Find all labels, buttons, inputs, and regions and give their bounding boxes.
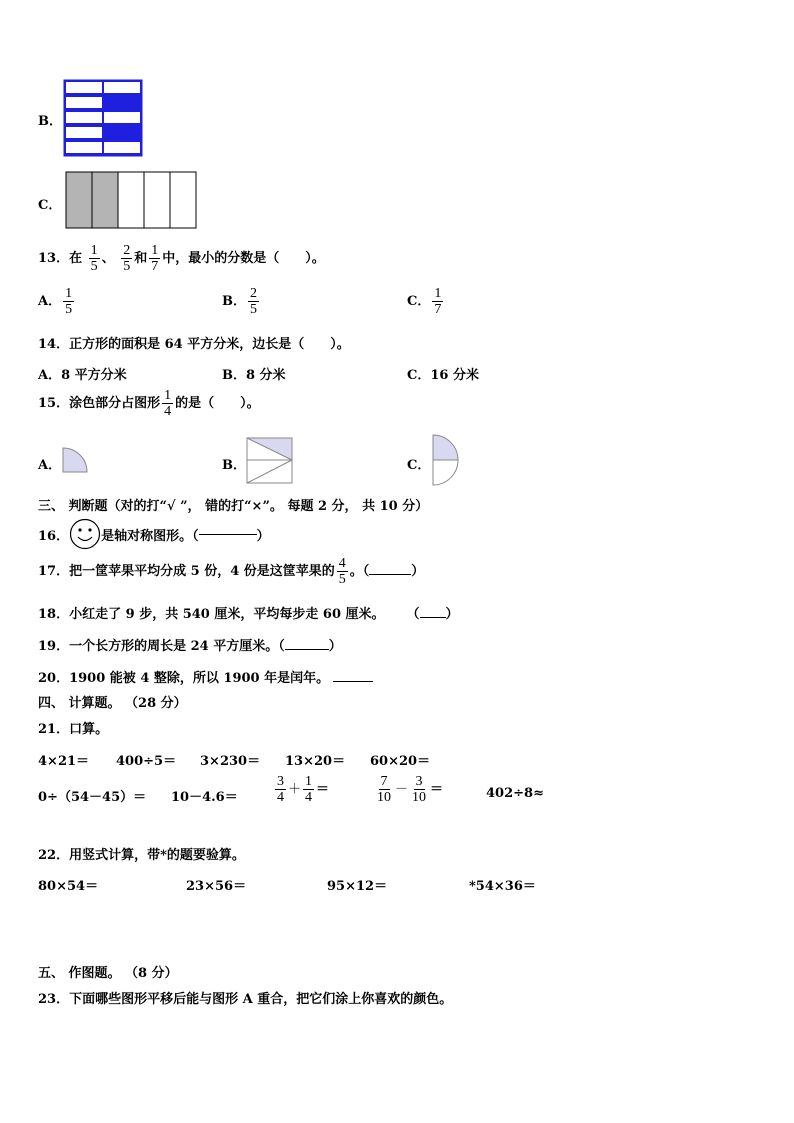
- fraction: $\frac{4}{5}$: [338, 556, 346, 587]
- answer-blank[interactable]: [369, 574, 411, 575]
- grid-figure-b: [62, 78, 144, 158]
- q13-option-b[interactable]: B． $\frac{2}{5}$: [222, 286, 257, 317]
- quarter-circle-figure: [62, 447, 90, 473]
- q14-option-a[interactable]: A．8 平方分米: [38, 368, 127, 383]
- answer-blank[interactable]: [199, 534, 257, 535]
- question-22-title: 22．用竖式计算，带*的题要验算。: [38, 848, 245, 863]
- smiley-face-icon: [69, 518, 101, 550]
- question-13: 13．在 $\frac{1}{5}$ 、 $\frac{2}{5}$ 和 $\frac{1}{7}$ 中，最小的分数是（ ）。: [38, 243, 325, 274]
- mental-calc-item: 400÷5＝: [116, 754, 177, 769]
- q13-option-a[interactable]: A． $\frac{1}{5}$: [38, 286, 73, 317]
- vertical-calc-item: 80×54＝: [38, 879, 99, 894]
- q15-option-a-label[interactable]: A．: [38, 458, 62, 473]
- vertical-calc-item: 95×12＝: [327, 879, 388, 894]
- answer-blank[interactable]: [285, 649, 329, 650]
- question-21-title: 21．口算。: [38, 722, 109, 737]
- vertical-calc-item: 23×56＝: [186, 879, 247, 894]
- option-b-label: B．: [38, 114, 62, 129]
- q14-option-b[interactable]: B．8 分米: [222, 368, 286, 383]
- strip-figure-c: [65, 171, 198, 229]
- answer-blank[interactable]: [333, 681, 373, 682]
- square-figure: [246, 437, 294, 485]
- question-14: 14．正方形的面积是 64 平方分米，边长是（ ）。: [38, 337, 350, 352]
- fraction: $\frac{1}{5}$: [90, 243, 98, 274]
- fraction: $\frac{1}{4}$: [164, 388, 172, 419]
- question-19: 19．一个长方形的周长是 24 平方厘米。（ ）: [38, 639, 342, 654]
- question-17: 17．把一筐苹果平均分成 5 份，4 份是这筐苹果的 $\frac{4}{5}$ 。（ ）: [38, 556, 425, 587]
- fraction: $\frac{2}{5}$: [123, 243, 131, 274]
- question-23: 23．下面哪些图形平移后能与图形 A 重合，把它们涂上你喜欢的颜色。: [38, 992, 453, 1007]
- question-15: 15．涂色部分占图形 $\frac{1}{4}$ 的是（ ）。: [38, 388, 260, 419]
- mental-calc-fraction-item: $\frac{7}{10}$ － $\frac{3}{10}$ ＝: [377, 774, 444, 805]
- vertical-calc-item: *54×36＝: [469, 879, 536, 894]
- answer-blank[interactable]: [420, 617, 446, 618]
- mental-calc-item: 3×230＝: [200, 754, 261, 769]
- mental-calc-item: 4×21＝: [38, 754, 90, 769]
- semicircle-figure: [432, 434, 460, 486]
- mental-calc-item: 13×20＝: [285, 754, 346, 769]
- q15-option-c-label[interactable]: C．: [407, 458, 431, 473]
- q15-option-b-label[interactable]: B．: [222, 458, 246, 473]
- question-20: 20．1900 能被 4 整除，所以 1900 年是闰年。: [38, 667, 373, 686]
- section-3-title: 三、 判断题（对的打“√ ”， 错的打“×”。 每题 2 分， 共 10 分）: [38, 499, 429, 514]
- mental-calc-item: 0÷（54－45）＝: [38, 790, 147, 805]
- section-5-title: 五、 作图题。 （8 分）: [38, 966, 178, 981]
- q13-option-c[interactable]: C． $\frac{1}{7}$: [407, 286, 442, 317]
- mental-calc-item: 10－4.6＝: [171, 790, 238, 805]
- fraction: $\frac{1}{7}$: [151, 243, 159, 274]
- section-4-title: 四、 计算题。 （28 分）: [38, 696, 187, 711]
- mental-calc-item: 402÷8≈: [486, 786, 544, 801]
- q14-option-c[interactable]: C．16 分米: [407, 368, 479, 383]
- mental-calc-item: 60×20＝: [370, 754, 431, 769]
- option-c-label: C．: [38, 198, 62, 213]
- question-18: 18．小红走了 9 步，共 540 厘米，平均每步走 60 厘米。 （ ）: [38, 607, 459, 622]
- mental-calc-fraction-item: $\frac{3}{4}$ ＋ $\frac{1}{4}$ ＝: [277, 774, 330, 805]
- question-16: 16． 是轴对称图形。（ ）: [38, 518, 270, 550]
